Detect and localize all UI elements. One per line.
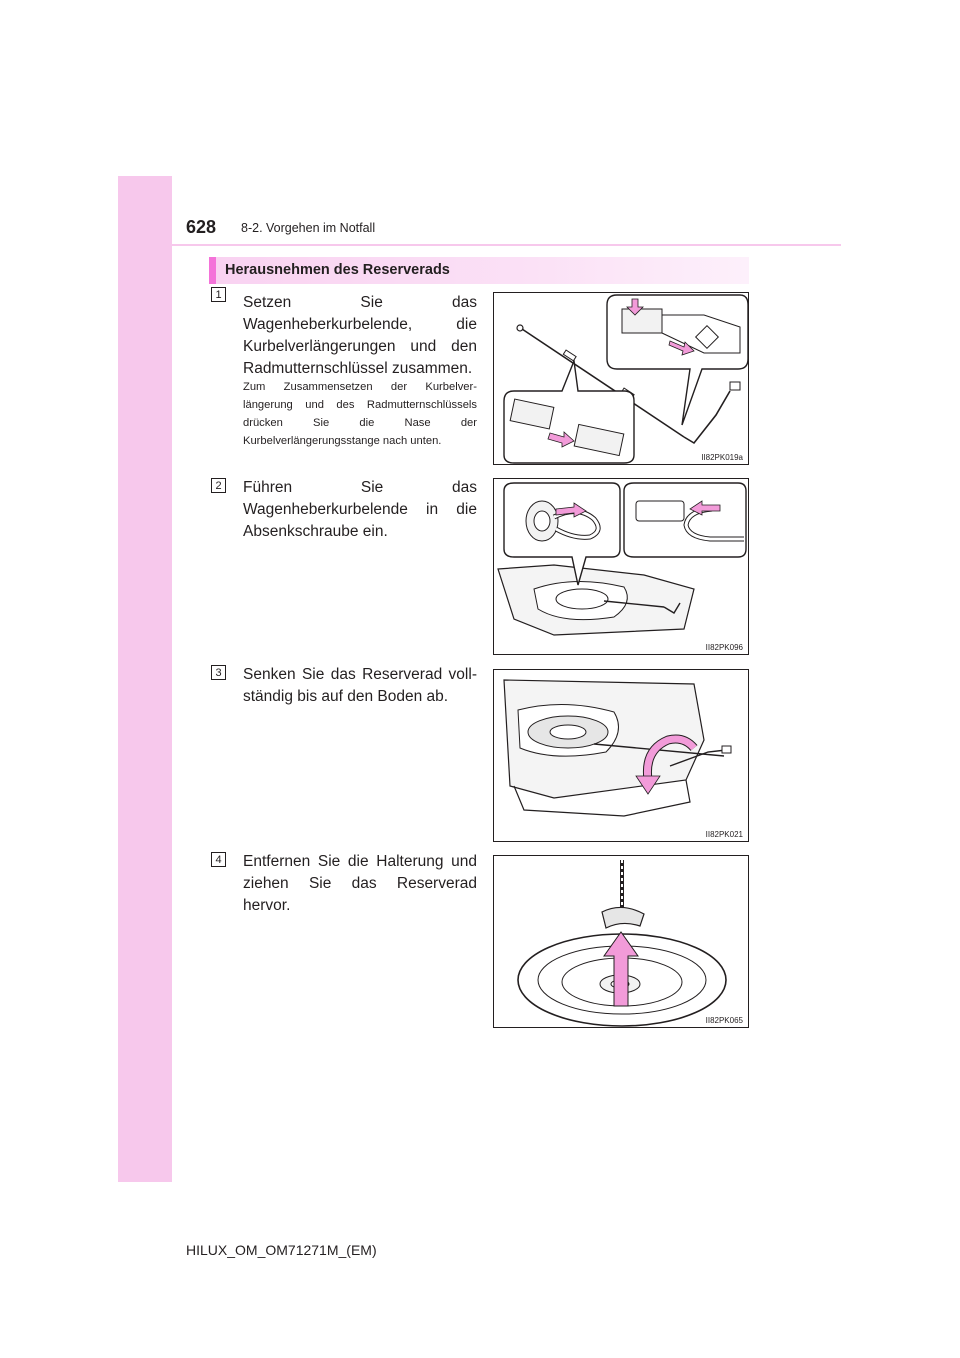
section-title: Herausnehmen des Reserverads bbox=[225, 262, 450, 278]
remove-spare-tire-illustration bbox=[494, 856, 749, 1028]
step-text-2: Führen Sie das Wagenheberkurbelende in die Absenkschraube ein. bbox=[243, 479, 477, 540]
figure-code-4: II82PK065 bbox=[705, 1016, 743, 1025]
document-id-footer: HILUX_OM_OM71271M_(EM) bbox=[186, 1242, 377, 1258]
section-accent bbox=[209, 257, 216, 284]
chapter-sidebar bbox=[118, 176, 172, 1182]
figure-step-1 bbox=[493, 292, 749, 465]
figure-code-3: II82PK021 bbox=[705, 830, 743, 839]
assembled-tools-illustration bbox=[494, 293, 749, 465]
step-number-4: 4 bbox=[211, 852, 226, 867]
step-text-4: Entfernen Sie die Halterung und ziehen Sie das Reserverad hervor. bbox=[243, 853, 477, 914]
step-number-2: 2 bbox=[211, 478, 226, 493]
step-number-3: 3 bbox=[211, 665, 226, 680]
step-text-3: Senken Sie das Reserverad vollständig bis auf den Boden ab. bbox=[243, 666, 477, 705]
header-divider bbox=[118, 244, 841, 246]
chapter-title: 8-2. Vorgehen im Notfall bbox=[241, 221, 376, 235]
jack-handle-insertion-illustration bbox=[494, 479, 749, 655]
figure-code-2: II82PK096 bbox=[705, 643, 743, 652]
figure-code-1: II82PK019a bbox=[701, 453, 743, 462]
page-number: 628 bbox=[186, 217, 217, 237]
step-note-1: Zum Zusammensetzen der Kurbelverlängerung und des Radmutternschlüssels drücken Sie die Nase der Kurbelverlängerungsstange nach unten. bbox=[243, 381, 477, 447]
figure-step-2 bbox=[493, 478, 749, 655]
section-heading bbox=[209, 257, 749, 284]
step-text-1: Setzen Sie das Wagenheberkurbelende, die Kurbelverlängerungen und den Radmutternschlüssel zusammen. bbox=[243, 294, 477, 377]
lower-spare-tire-illustration bbox=[494, 670, 749, 842]
figure-step-4 bbox=[493, 855, 749, 1028]
figure-step-3 bbox=[493, 669, 749, 842]
step-number-1: 1 bbox=[211, 287, 226, 302]
